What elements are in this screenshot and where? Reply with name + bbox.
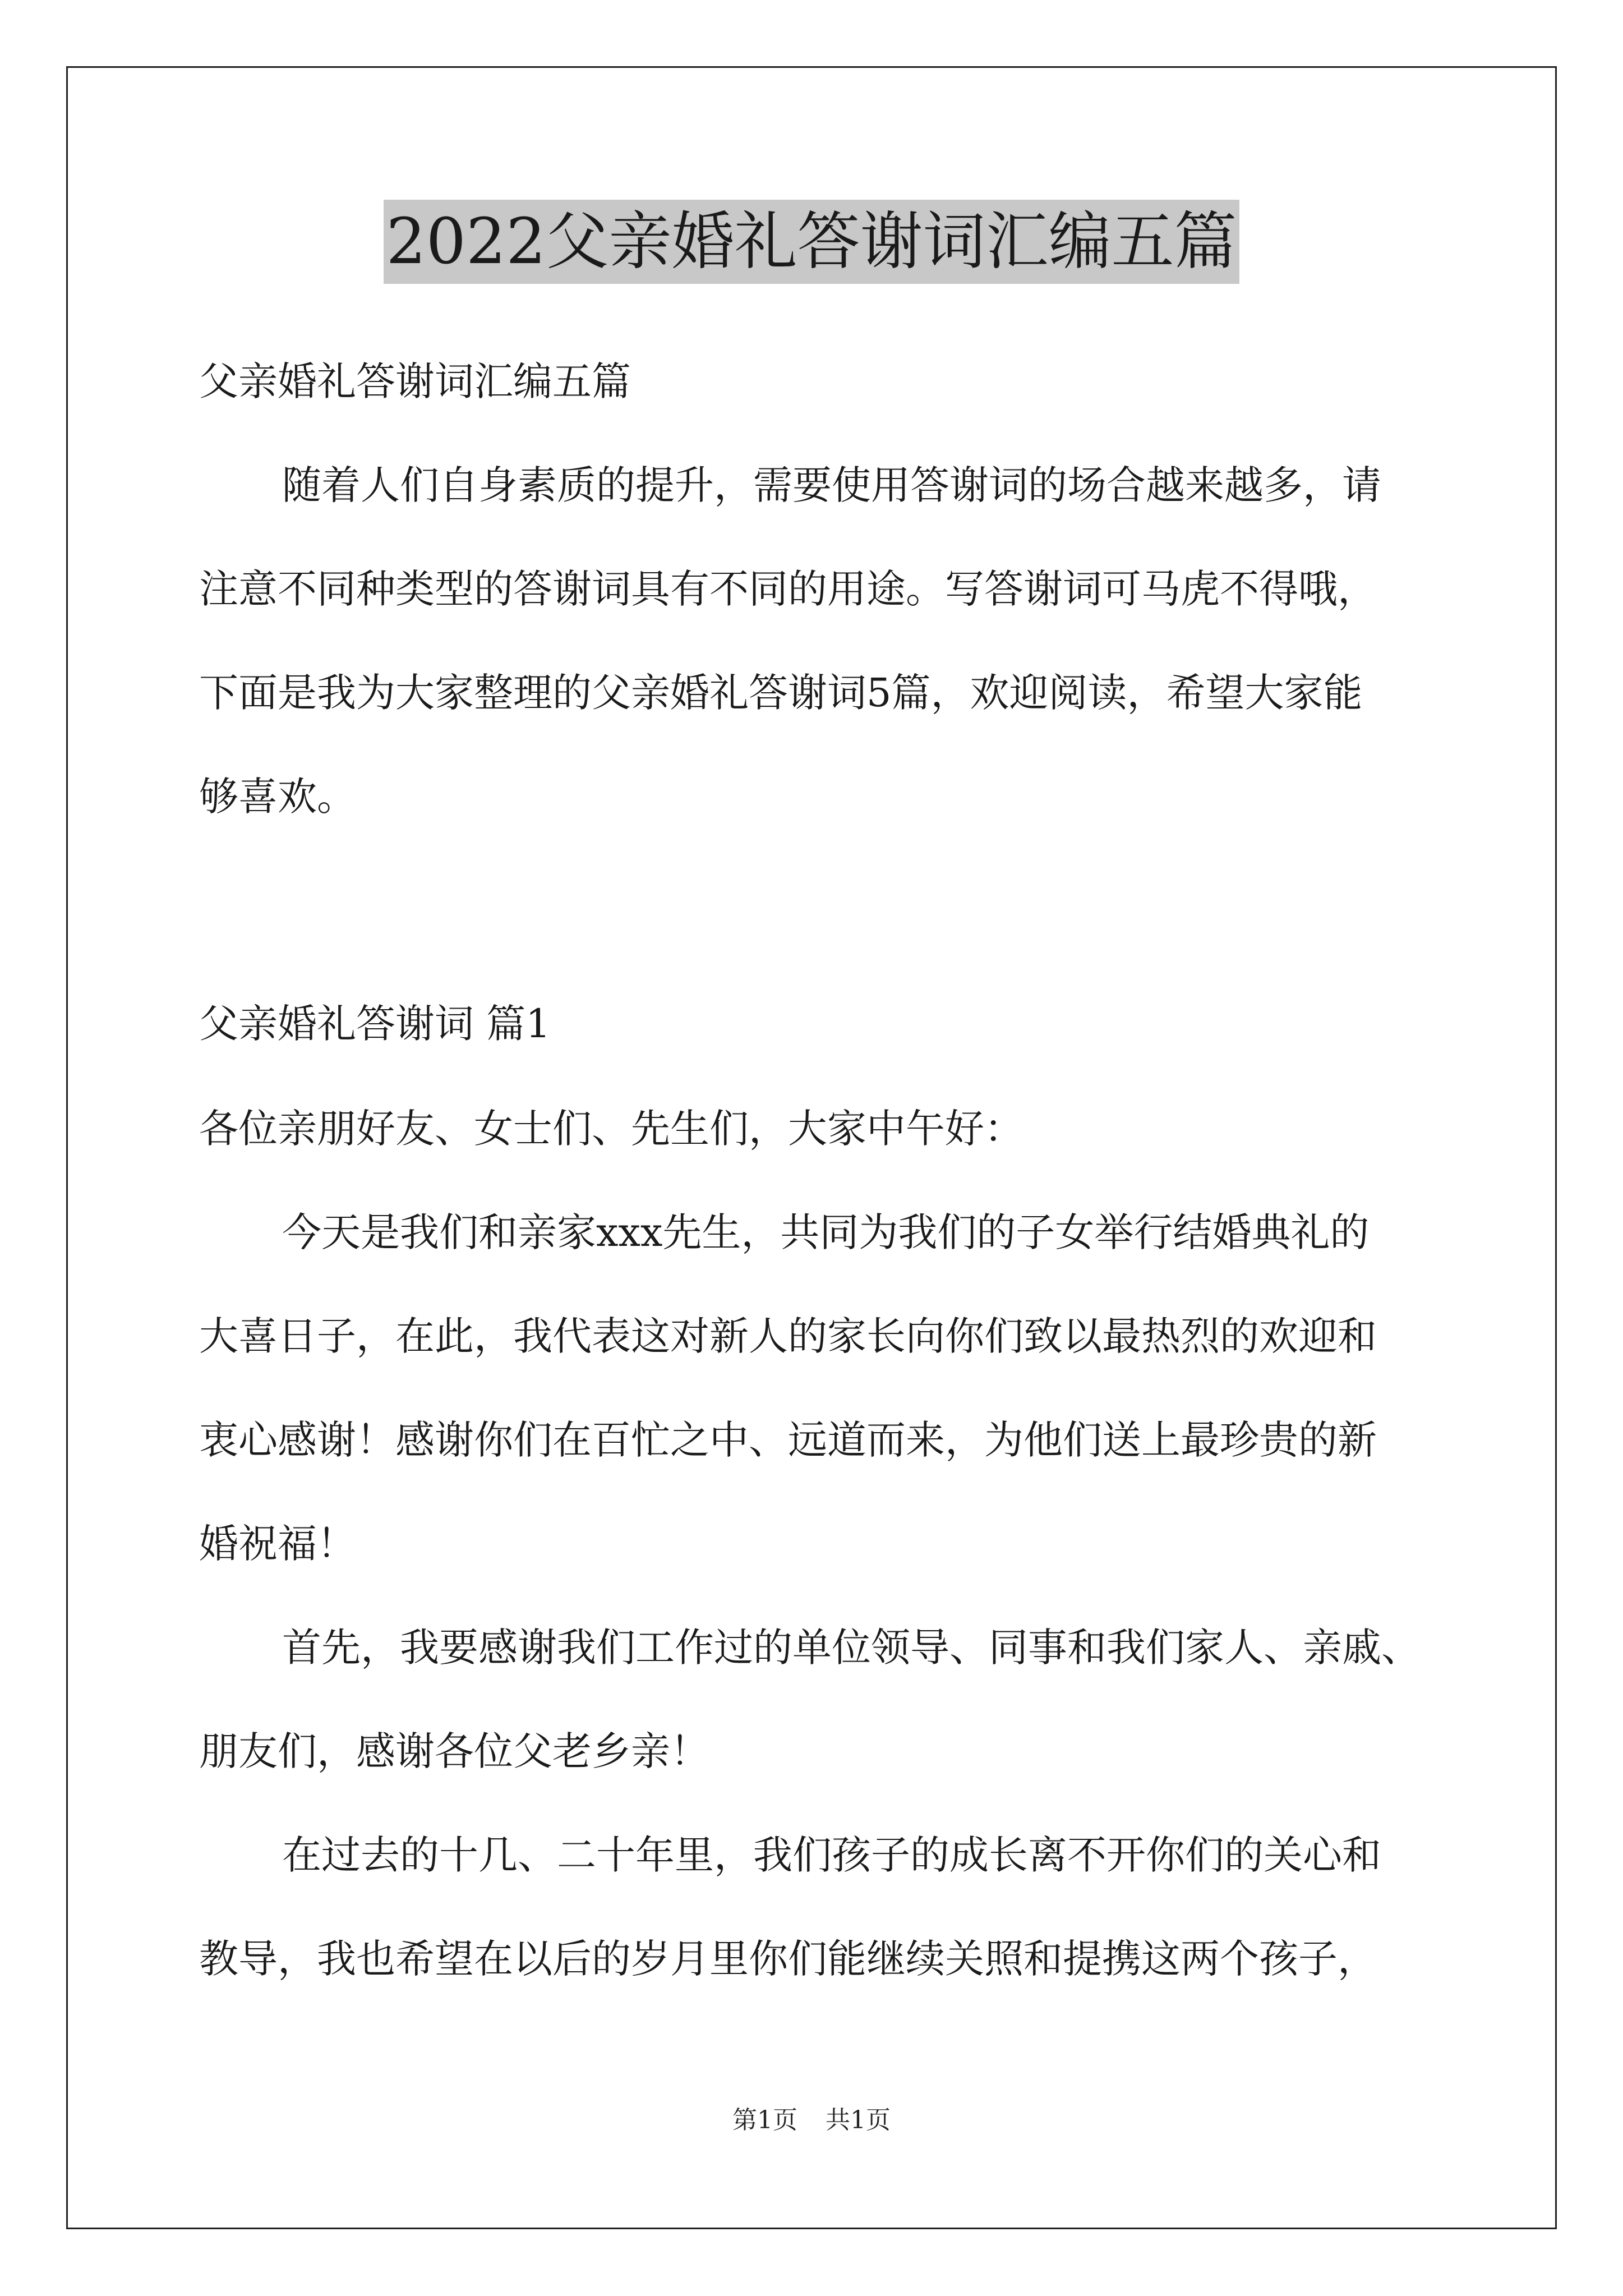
paragraph-line: 今天是我们和亲家xxx先生，共同为我们的子女举行结婚典礼的 — [282, 1209, 1370, 1255]
paragraph-line: 教导，我也希望在以后的岁月里你们能继续关照和提携这两个孩子， — [199, 1936, 1377, 1982]
title-container — [0, 200, 1623, 284]
paragraph-line: 随着人们自身素质的提升，需要使用答谢词的场合越来越多，请 — [282, 462, 1381, 508]
salutation-line: 各位亲朋好友、女士们、先生们，大家中午好： — [199, 1106, 1023, 1152]
paragraph-line: 大喜日子，在此，我代表这对新人的家长向你们致以最热烈的欢迎和 — [199, 1313, 1377, 1359]
paragraph-line: 在过去的十几、二十年里，我们孩子的成长离不开你们的关心和 — [282, 1832, 1381, 1878]
page-number-current: 第1页 — [732, 2106, 797, 2134]
section-heading: 父亲婚礼答谢词 篇1 — [199, 1001, 551, 1047]
paragraph-line: 下面是我为大家整理的父亲婚礼答谢词5篇，欢迎阅读，希望大家能 — [199, 670, 1363, 716]
subtitle-line: 父亲婚礼答谢词汇编五篇 — [199, 358, 631, 404]
paragraph-line: 衷心感谢！感谢你们在百忙之中、远道而来，为他们送上最珍贵的新 — [199, 1417, 1377, 1463]
paragraph-line: 朋友们，感谢各位父老乡亲！ — [199, 1728, 709, 1774]
paragraph-line: 注意不同种类型的答谢词具有不同的用途。写答谢词可马虎不得哦， — [199, 566, 1377, 612]
paragraph-line: 婚祝福！ — [199, 1521, 356, 1567]
paragraph-line: 首先，我要感谢我们工作过的单位领导、同事和我们家人、亲戚、 — [282, 1625, 1421, 1671]
page-footer — [0, 2104, 1623, 2137]
document-title: 2022父亲婚礼答谢词汇编五篇 — [384, 200, 1239, 284]
paragraph-line: 够喜欢。 — [199, 774, 356, 820]
page-number-total: 共1页 — [826, 2106, 891, 2134]
